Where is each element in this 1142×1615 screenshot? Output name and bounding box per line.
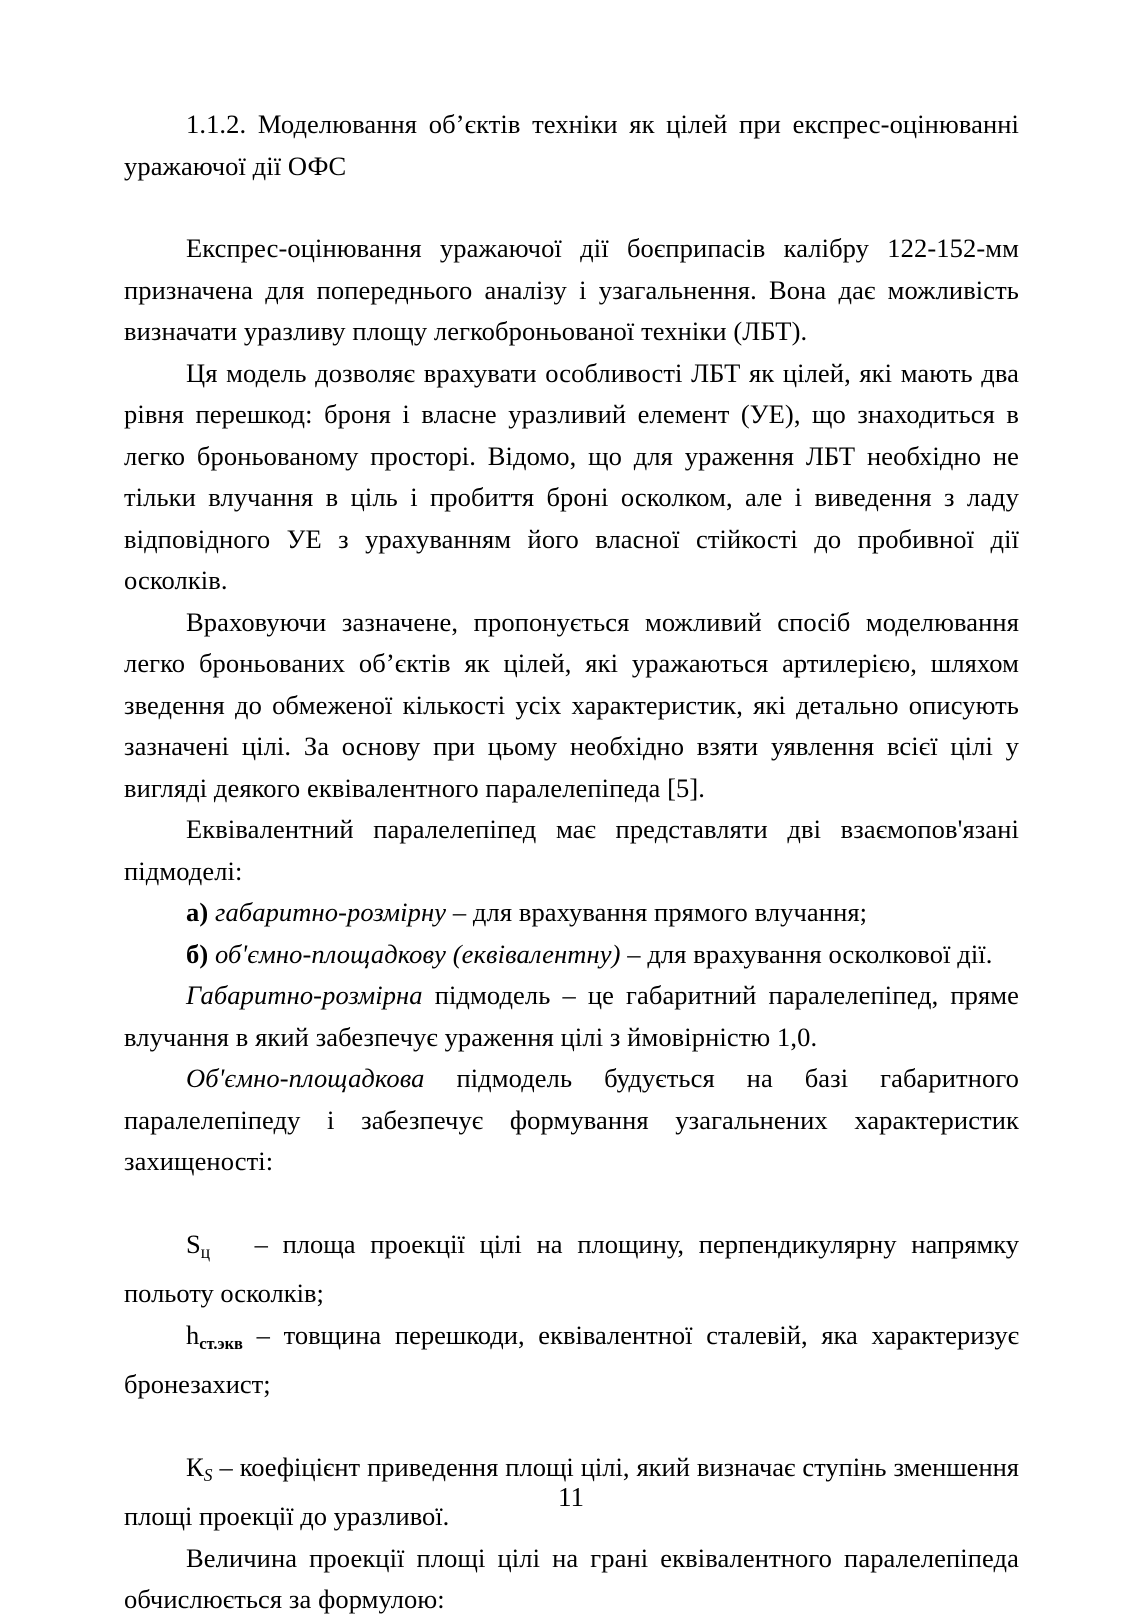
symbol-h-subscript: ст.экв	[199, 1333, 243, 1353]
list-item-a	[124, 892, 1019, 934]
paragraph-3: Враховуючи зазначене, пропонується можливий спосіб моделювання легко броньованих об’єктів як цілей, які уражаються артилерією, шляхом зведення до обмеженої кількості усіх характеристик, які детально описують зазначені цілі. За основу при цьому необхідно взяти уявлення всієї цілі у вигляді деякого еквівалентного паралелепіпеда [5].	[124, 606, 1019, 803]
list-item-a-term: габаритно-розмірну	[215, 897, 447, 927]
paragraph-6-rest: підмодель будується на базі габаритного паралелепіпеду і забезпечує формування узагальнених характеристик захищеності:	[124, 1063, 1019, 1176]
paragraph-7: Величина проекції площі цілі на грані еквівалентного паралелепіпеда обчислюється за формулою:	[124, 1542, 1019, 1615]
paragraph-5-term: Габаритно-розмірна	[186, 980, 423, 1010]
symbol-s: S	[186, 1228, 201, 1259]
page-number: 11	[558, 1482, 584, 1512]
list-item-a-marker: а)	[186, 897, 209, 927]
list-item-a-rest: – для врахування прямого влучання;	[446, 897, 868, 927]
page-content	[124, 104, 1019, 1615]
spacer-after-heading	[124, 187, 1019, 228]
paragraph-6	[124, 1058, 1019, 1183]
symbol-k: К	[186, 1451, 204, 1482]
section-heading: 1.1.2. Моделювання об’єктів техніки як цілей при експрес-оцінюванні уражаючої дії ОФС	[124, 109, 1019, 181]
symbol-s-subscript: ц	[200, 1241, 211, 1262]
spacer-before-k-definition	[124, 1406, 1019, 1447]
symbol-h: h	[186, 1319, 200, 1350]
definition-s-projection	[124, 1224, 1019, 1315]
definition-h-thickness	[124, 1315, 1019, 1406]
paragraph-5-rest: підмодель – це габаритний паралелепіпед, пряме влучання в який забезпечує ураження цілі з ймовірністю 1,0.	[124, 980, 1019, 1052]
list-item-b-marker: б)	[186, 938, 209, 969]
definition-k-text: – коефіцієнт приведення площі цілі, який визначає ступінь зменшення площі проекції до уразливої.	[124, 1451, 1019, 1532]
definition-s-text: – площа проекції цілі на площину, перпендикулярну напрямку польоту осколків;	[124, 1228, 1020, 1309]
list-item-b	[124, 934, 1019, 976]
paragraph-5	[124, 975, 1019, 1058]
spacer-before-definitions	[124, 1183, 1019, 1224]
definition-h-text: – товщина перешкоди, еквівалентної сталевій, яка характеризує бронезахист;	[124, 1319, 1019, 1400]
list-item-b-rest: – для врахування осколкової дії.	[620, 938, 993, 969]
list-item-b-term: об'ємно-площадкову (еквівалентну)	[215, 938, 621, 969]
paragraph-6-term: Об'ємно-площадкова	[186, 1063, 425, 1093]
symbol-k-subscript: S	[203, 1464, 213, 1485]
paragraph-2: Ця модель дозволяє врахувати особливості ЛБТ як цілей, які мають два рівня перешкод: броня і власне уразливий елемент (УЕ), що знаходиться в легко броньованому просторі. Відомо, що для ураження ЛБТ необхідно не тільки влучання в ціль і пробиття броні осколком, але і виведення з ладу відповідного УЕ з урахуванням його власної стійкості до пробивної дії осколків.	[124, 357, 1019, 595]
paragraph-4: Еквівалентний паралелепіпед має представляти дві взаємопов'язані підмоделі:	[124, 814, 1019, 886]
paragraph-1: Експрес-оцінювання уражаючої дії боєприпасів калібру 122-152-мм призначена для попереднього аналізу і узагальнення. Вона дає можливість визначати уразливу площу легкоброньованої техніки (ЛБТ).	[124, 233, 1019, 346]
